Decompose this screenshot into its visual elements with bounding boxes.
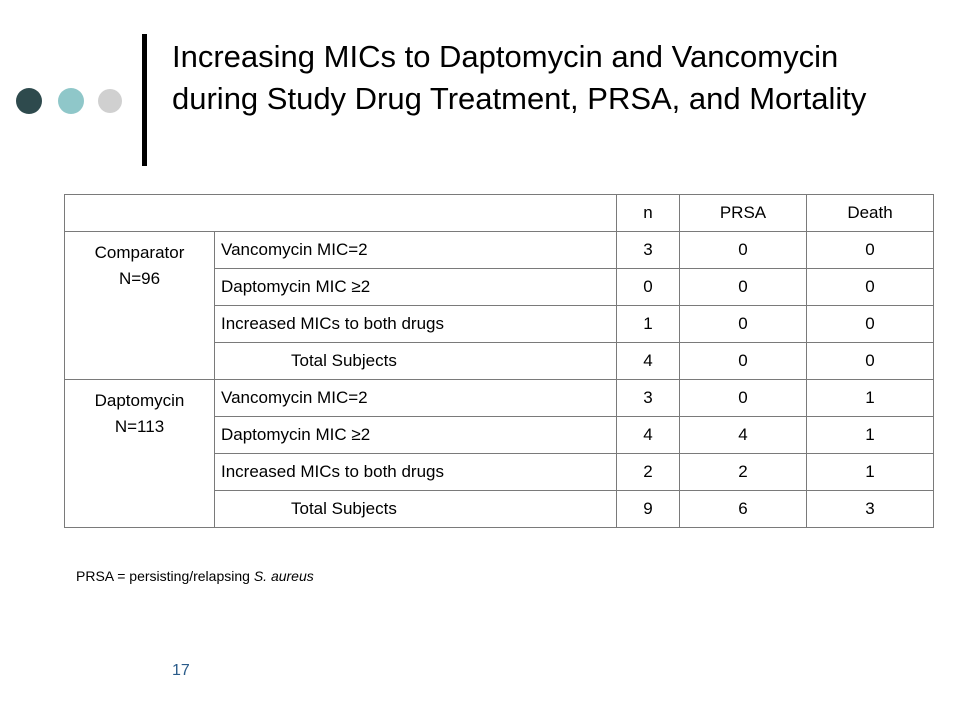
footnote-text: PRSA = persisting/relapsing: [76, 568, 254, 584]
group-label-daptomycin: [65, 380, 215, 528]
n-cell: 2: [617, 454, 680, 491]
header-prsa: PRSA: [680, 195, 807, 232]
total-subjects-cell: Total Subjects: [215, 491, 617, 528]
prsa-cell: 2: [680, 454, 807, 491]
n-cell: 1: [617, 306, 680, 343]
drug-cell: Increased MICs to both drugs: [215, 306, 617, 343]
death-cell: 0: [807, 269, 934, 306]
death-cell: 1: [807, 417, 934, 454]
death-cell: 0: [807, 232, 934, 269]
drug-cell: Daptomycin MIC ≥2: [215, 417, 617, 454]
header-death: Death: [807, 195, 934, 232]
death-cell: 1: [807, 454, 934, 491]
n-cell: 3: [617, 380, 680, 417]
group-count: N=113: [114, 417, 165, 436]
prsa-cell: 0: [680, 343, 807, 380]
drug-cell: Vancomycin MIC=2: [215, 380, 617, 417]
header-empty-cell: [65, 195, 617, 232]
prsa-cell: 4: [680, 417, 807, 454]
slide-title: Increasing MICs to Daptomycin and Vancomycin during Study Drug Treatment, PRSA, and Mortality: [172, 39, 867, 116]
n-cell: 0: [617, 269, 680, 306]
table-header-row: [65, 195, 934, 232]
drug-cell: Daptomycin MIC ≥2: [215, 269, 617, 306]
n-cell: 9: [617, 491, 680, 528]
table-row: [65, 232, 934, 269]
page-number: 17: [172, 662, 190, 679]
group-label-comparator: [65, 232, 215, 380]
group-name: Comparator: [94, 243, 185, 262]
n-cell: 4: [617, 343, 680, 380]
total-subjects-cell: Total Subjects: [215, 343, 617, 380]
decorative-dot-teal: [58, 88, 84, 114]
decorative-dot-gray: [98, 89, 122, 113]
prsa-cell: 0: [680, 380, 807, 417]
prsa-cell: 0: [680, 306, 807, 343]
death-cell: 3: [807, 491, 934, 528]
death-cell: 1: [807, 380, 934, 417]
n-cell: 4: [617, 417, 680, 454]
group-count: N=96: [118, 269, 161, 288]
footnote-organism: S. aureus: [253, 568, 314, 584]
prsa-cell: 0: [680, 232, 807, 269]
group-name: Daptomycin: [94, 391, 185, 410]
title-divider-bar: [142, 34, 147, 166]
decorative-dot-dark: [16, 88, 42, 114]
mic-results-table: [64, 194, 934, 528]
drug-cell: Increased MICs to both drugs: [215, 454, 617, 491]
death-cell: 0: [807, 306, 934, 343]
table-row: [65, 380, 934, 417]
n-cell: 3: [617, 232, 680, 269]
prsa-cell: 0: [680, 269, 807, 306]
prsa-cell: 6: [680, 491, 807, 528]
header-n: n: [617, 195, 680, 232]
drug-cell: Vancomycin MIC=2: [215, 232, 617, 269]
death-cell: 0: [807, 343, 934, 380]
footnote: [76, 568, 314, 584]
